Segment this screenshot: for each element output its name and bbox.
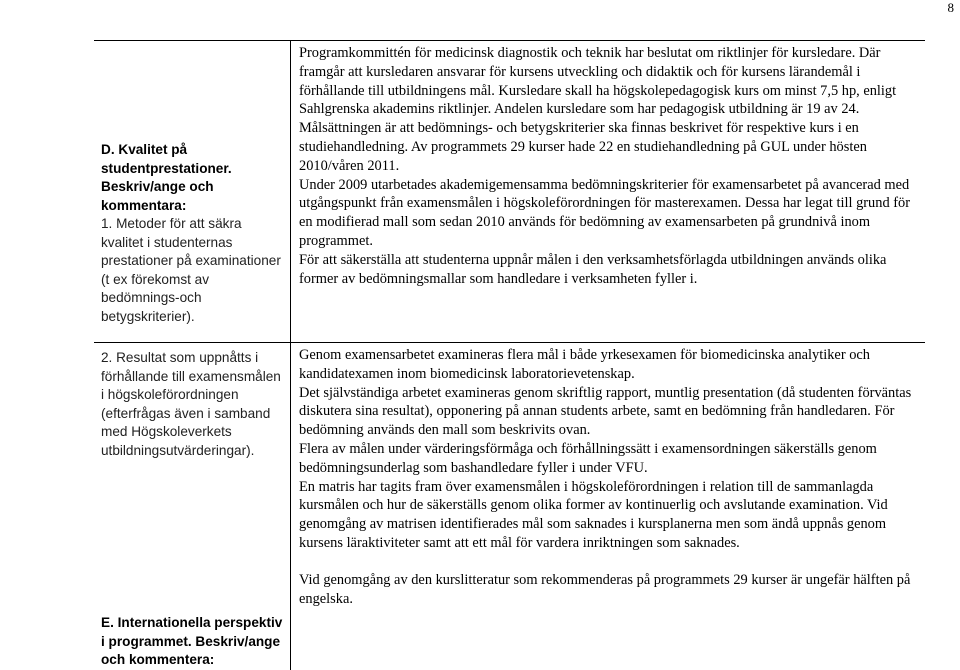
paragraph: Programkommittén för medicinsk diagnostik och teknik har beslutat om riktlinjer för kursledare. Där framgår att kursledaren ansvarar för kursens utveckling och didaktik och för kursens lärandemål i förhållande till utbildningens mål. Kursledare skall ha högskolepedagogisk kurs om minst 7,5 hp, enligt Sahlgrenska akademins riktlinjer. Andelen kursledare som har pedagogisk utbildning är 19 av 24.: [299, 45, 897, 118]
paragraph: För att säkerställa att studenterna uppnår målen i den verksamhetsförlagda utbildningen används olika former av bedömningsmallar som handledare i verksamheten fyller i.: [299, 251, 887, 287]
paragraph: Under 2009 utarbetades akademigemensamma bedömningskriterier för examensarbetet på avancerad med utgångspunkt från examensmålen i högskoleförordningen för masterexamen. Dessa har legat till grund för en modifierad mall som sedan 2010 används för bedömning av examensarbeten på grundnivå inom programmet.: [299, 176, 911, 249]
paragraph: Genom examensarbetet examineras flera mål i både yrkesexamen för biomedicinska analytiker och kandidatexamen inom biomedicinsk laboratorievetenskap.: [299, 347, 870, 382]
table-row: [94, 41, 925, 343]
left-cell-results: [94, 343, 291, 569]
page-number: 8: [947, 0, 954, 15]
paragraph: Vid genomgång av den kurslitteratur som rekommenderas på programmets 29 kurser är ungefär hälften på engelska.: [299, 572, 911, 607]
paragraph: Det självständiga arbetet examineras genom skriftlig rapport, muntlig presentation (då studenten förväntas diskutera sina resultat), opponering på annan students arbete, samt en bedömning från handledaren. För bedömning används den mall som beskrivits ovan.: [299, 384, 912, 439]
right-cell-results: [291, 343, 926, 569]
section-d-heading: D. Kvalitet på studentprestationer. Beskriv/ange och kommentara:: [101, 142, 232, 213]
paragraph: En matris har tagits fram över examensmålen i högskoleförordningen i relation till de sammanlagda kursmålen och hur de säkerställs genom olika former av kontinuerlig och avslutande examination. Vid genomgång av matrisen identifierades mål som saknades i kursplanerna men som ändå uppnås genom kursens läraktiviteter samt att ett mål för vardera inriktningen som saknades.: [299, 478, 888, 551]
left-cell-quality: [94, 41, 291, 343]
question-1: 1. Metoder för att säkra kvalitet i studenternas prestationer på examinationer (t ex förekomst av bedömnings-och betygskriterier).: [101, 216, 281, 324]
right-cell-quality: [291, 41, 926, 343]
section-e-heading: E. Internationella perspektiv i programmet. Beskriv/ange och kommentera:: [101, 615, 283, 667]
self-evaluation-table: [94, 40, 925, 670]
left-cell-international: [94, 568, 291, 670]
table-row: [94, 343, 925, 569]
paragraph: Flera av målen under värderingsförmåga och förhållningssätt i examensordningen säkerställs genom bedömningsunderlag som bashandledare fyller i under VFU.: [299, 440, 877, 476]
paragraph: Målsättningen är att bedömnings- och betygskriterier ska finnas beskrivet för respektive kurs i en studiehandledning. Av programmets 29 kurser hade 22 en studiehandledning på GUL under hösten 2010/våren 2011.: [299, 120, 867, 174]
table-row: [94, 568, 925, 670]
question-2: 2. Resultat som uppnåtts i förhållande till examensmålen i högskoleförordningen (efterfrågas även i samband med Högskoleverkets utbildningsutvärderingar).: [101, 350, 281, 458]
right-cell-international: [291, 568, 926, 670]
